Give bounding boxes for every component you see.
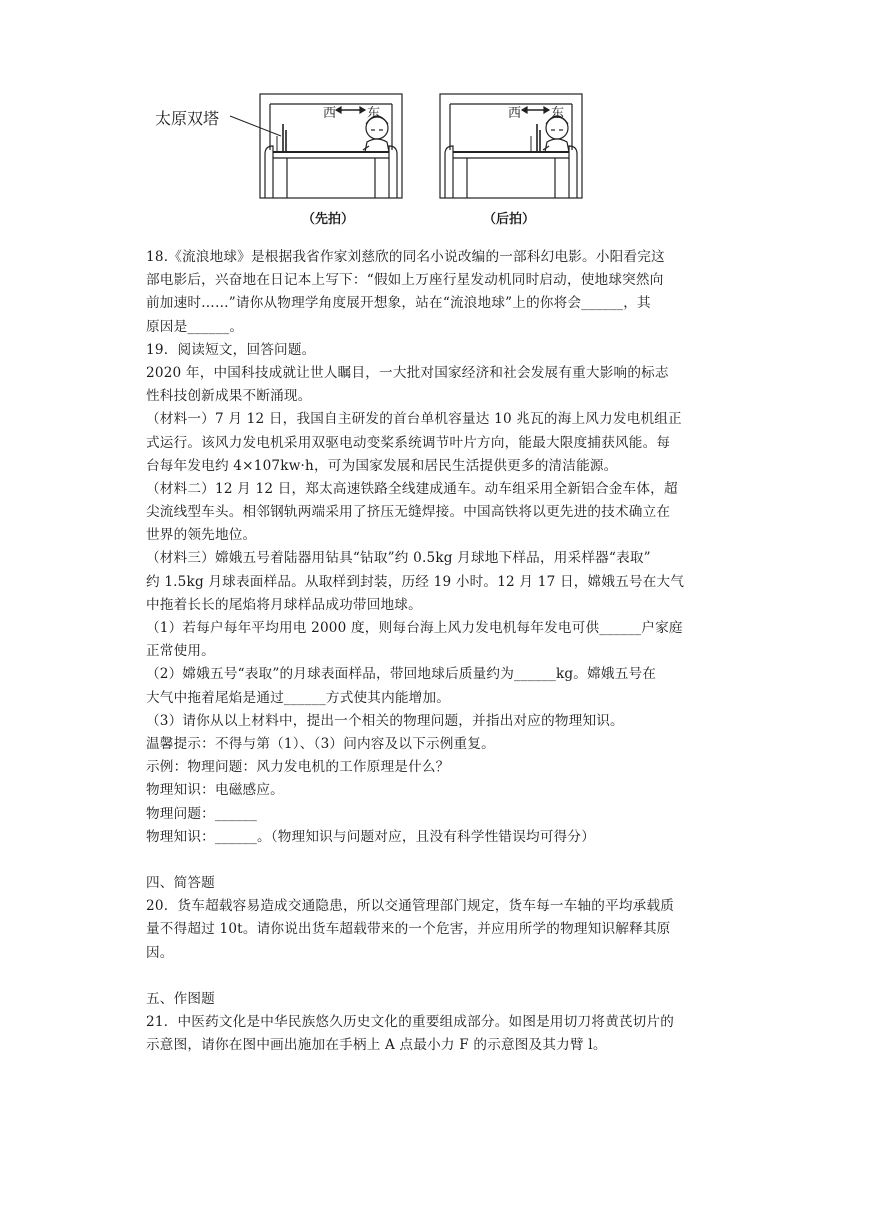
west-label-before: 西 bbox=[323, 106, 337, 121]
text-line: （2）嫦娥五号“表取”的月球表面样品，带回地球后质量约为______kg。嫦娥五号在 bbox=[146, 666, 657, 683]
text-line: 19．阅读短文，回答问题。 bbox=[146, 341, 316, 358]
text-line: 台每年发电约 4×107kw·h，可为国家发展和居民生活提供更多的清洁能源。 bbox=[146, 457, 618, 474]
east-label-after: 东 bbox=[551, 106, 565, 121]
text-line: 约 1.5kg 月球表面样品。从取样到封装，历经 19 小时。12 月 17 日，嫦娥五号在大气 bbox=[146, 573, 685, 590]
text-line: 前加速时……”请你从物理学角度展开想象，站在“流浪地球”上的你将会______，其 bbox=[146, 295, 651, 312]
text-line: 20．货车超载容易造成交通隐患，所以交通管理部门规定，货车每一车轴的平均承载质 bbox=[146, 898, 675, 915]
text-line: 式运行。该风力发电机采用双驱电动变桨系统调节叶片方向，能最大限度捕获风能。每 bbox=[146, 434, 671, 451]
text-line: （材料一）7 月 12 日，我国自主研发的首台单机容量达 10 兆瓦的海上风力发电机组正 bbox=[146, 411, 682, 428]
text-line: 尖流线型车头。相邻钢轨两端采用了挤压无缝焊接。中国高铁将以更先进的技术确立在 bbox=[146, 504, 671, 521]
text-line: （1）若每户每年平均用电 2000 度，则每台海上风力发电机每年发电可供______户家庭 bbox=[146, 620, 683, 636]
text-line: 部电影后，兴奋地在日记本上写下：“假如上万座行星发动机同时启动，使地球突然向 bbox=[146, 272, 664, 289]
text-line: 中拖着长长的尾焰将月球样品成功带回地球。 bbox=[146, 596, 422, 613]
text-line: 性科技创新成果不断涌现。 bbox=[146, 388, 312, 405]
text-line: （材料二）12 月 12 日，郑太高速铁路全线建成通车。动车组采用全新铝合金车体，超 bbox=[146, 480, 678, 497]
west-label-after: 西 bbox=[508, 106, 522, 121]
text-line: 温馨提示：不得与第（1）、（3）问内容及以下示例重复。 bbox=[146, 735, 495, 752]
section-heading: 四、简答题 bbox=[146, 875, 215, 892]
blank-line bbox=[146, 849, 726, 872]
twin-towers-callout: 太原双塔 bbox=[155, 109, 220, 128]
text-line: 18.《流浪地球》是根据我省作家刘慈欣的同名小说改编的一部科幻电影。小阳看完这 bbox=[146, 249, 665, 265]
text-line: 物理问题：______ bbox=[146, 805, 257, 822]
text-line: 世界的领先地位。 bbox=[146, 527, 257, 544]
text-line: 21．中医药文化是中华民族悠久历史文化的重要组成部分。如图是用切刀将黄芪切片的 bbox=[146, 1014, 675, 1031]
text-line: 2020 年，中国科技成就让世人瞩目，一大批对国家经济和社会发展有重大影响的标志 bbox=[146, 364, 669, 381]
text-line: 正常使用。 bbox=[146, 643, 215, 660]
caption-before: （先拍） bbox=[302, 212, 355, 227]
blank-line bbox=[146, 965, 726, 988]
text-line: 原因是______。 bbox=[146, 318, 244, 335]
text-line: 物理知识：______。（物理知识与问题对应，且没有科学性错误均可得分） bbox=[146, 828, 595, 845]
east-label-before: 东 bbox=[367, 106, 381, 121]
text-line: （材料三）嫦娥五号着陆器用钻具“钻取”约 0.5kg 月球地下样品，用采样器“表取” bbox=[146, 550, 651, 567]
question-text-block bbox=[146, 246, 726, 1058]
section-heading: 五、作图题 bbox=[146, 991, 215, 1007]
text-line: 物理知识：电磁感应。 bbox=[146, 782, 284, 799]
text-line: 因。 bbox=[146, 944, 174, 961]
text-line: 示例：物理问题：风力发电机的工作原理是什么？ bbox=[146, 759, 450, 776]
train-window-figure bbox=[155, 90, 595, 232]
text-line: 示意图，请你在图中画出施加在手柄上 A 点最小力 F 的示意图及其力臂 l。 bbox=[146, 1037, 607, 1054]
text-line: （3）请你从以上材料中，提出一个相关的物理问题，并指出对应的物理知识。 bbox=[146, 712, 624, 729]
text-line: 量不得超过 10t。请你说出货车超载带来的一个危害，并应用所学的物理知识解释其原 bbox=[146, 921, 671, 938]
text-line: 大气中拖着尾焰是通过______方式使其内能增加。 bbox=[146, 689, 451, 706]
caption-after: （后拍） bbox=[483, 212, 536, 227]
